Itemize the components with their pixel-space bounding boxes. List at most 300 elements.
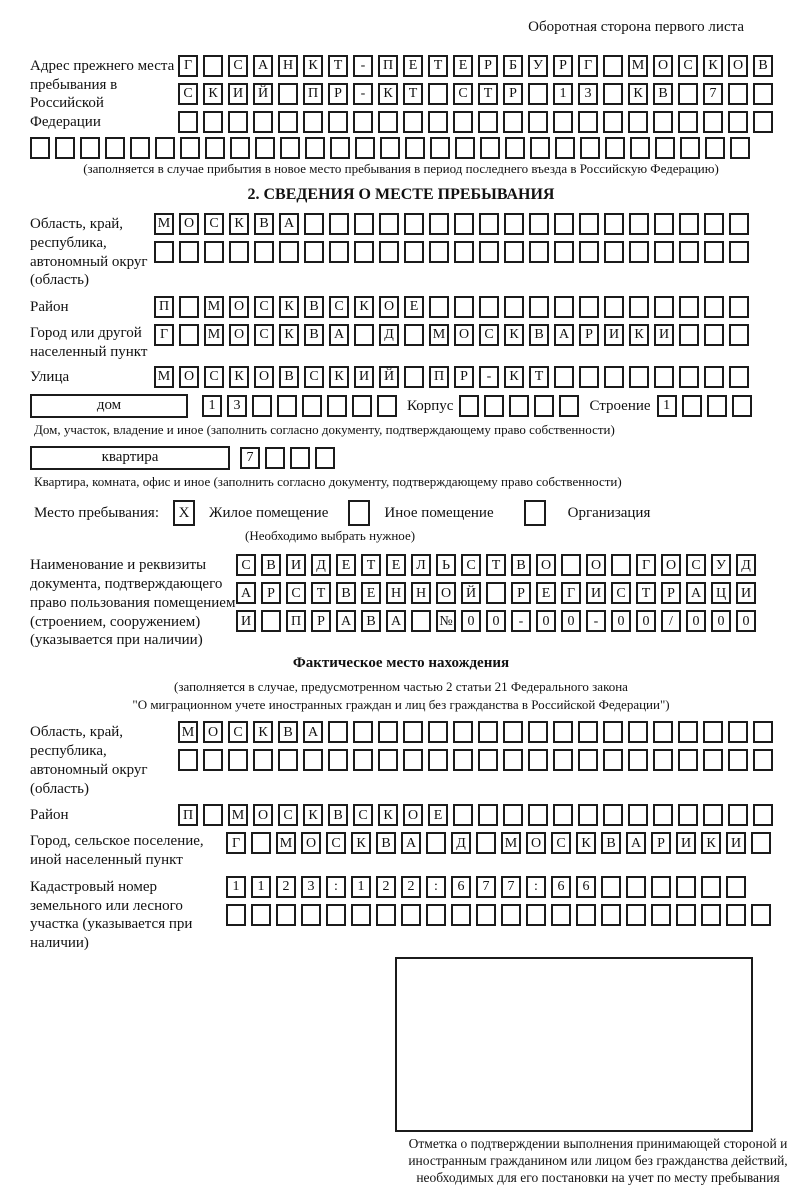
- char-box: М: [228, 804, 248, 826]
- char-box: С: [686, 554, 706, 576]
- char-box: [503, 721, 523, 743]
- apartment-number-cells: [240, 447, 335, 469]
- char-box: -: [479, 366, 499, 388]
- char-box: [328, 721, 348, 743]
- char-box: [528, 804, 548, 826]
- char-box: К: [329, 366, 349, 388]
- char-box: Т: [636, 582, 656, 604]
- char-box: [601, 904, 621, 926]
- char-box: [655, 137, 675, 159]
- char-box: И: [586, 582, 606, 604]
- char-box: А: [329, 324, 349, 346]
- char-box: [353, 749, 373, 771]
- char-box: В: [279, 366, 299, 388]
- char-box: [678, 749, 698, 771]
- char-box: М: [204, 324, 224, 346]
- char-box: 1: [351, 876, 371, 898]
- char-box: [203, 55, 223, 77]
- char-box: [179, 241, 199, 263]
- fact-district-row: [178, 804, 773, 826]
- char-box: [651, 876, 671, 898]
- checkbox-other-premises: [348, 500, 370, 526]
- char-box: [554, 241, 574, 263]
- char-box: И: [676, 832, 696, 854]
- char-box: Б: [503, 55, 523, 77]
- char-box: [479, 213, 499, 235]
- cadastral-block: [30, 876, 772, 953]
- char-box: [753, 721, 773, 743]
- section2-title: 2. СВЕДЕНИЯ О МЕСТЕ ПРЕБЫВАНИЯ: [247, 186, 555, 203]
- char-box: [379, 241, 399, 263]
- char-box: Г: [178, 55, 198, 77]
- cadastral-row-1: [226, 876, 771, 898]
- char-box: С: [204, 366, 224, 388]
- char-box: [155, 137, 175, 159]
- char-box: 0: [536, 610, 556, 632]
- char-box: [251, 904, 271, 926]
- char-box: 3: [227, 395, 247, 417]
- char-box: [401, 904, 421, 926]
- char-box: А: [236, 582, 256, 604]
- char-box: А: [401, 832, 421, 854]
- char-box: М: [276, 832, 296, 854]
- char-box: [261, 610, 281, 632]
- char-box: [304, 213, 324, 235]
- char-box: [604, 296, 624, 318]
- char-box: [704, 241, 724, 263]
- char-box: И: [228, 83, 248, 105]
- char-box: А: [303, 721, 323, 743]
- option-organization-label: Организация: [567, 504, 651, 521]
- char-box: [679, 324, 699, 346]
- house-row: [30, 394, 772, 418]
- char-box: У: [711, 554, 731, 576]
- char-box: 0: [711, 610, 731, 632]
- char-box: [203, 749, 223, 771]
- char-box: [252, 395, 272, 417]
- char-box: О: [179, 366, 199, 388]
- char-box: 3: [578, 83, 598, 105]
- char-box: [528, 749, 548, 771]
- char-box: 0: [736, 610, 756, 632]
- char-box: [653, 749, 673, 771]
- char-box: Е: [453, 55, 473, 77]
- char-box: [561, 554, 581, 576]
- char-box: [179, 296, 199, 318]
- char-box: [30, 137, 50, 159]
- char-box: [379, 213, 399, 235]
- char-box: [729, 366, 749, 388]
- char-box: А: [686, 582, 706, 604]
- char-box: В: [653, 83, 673, 105]
- char-box: К: [504, 324, 524, 346]
- char-box: [226, 904, 246, 926]
- char-box: [559, 395, 579, 417]
- char-box: [679, 366, 699, 388]
- char-box: Е: [428, 804, 448, 826]
- char-box: С: [304, 366, 324, 388]
- char-box: [678, 111, 698, 133]
- region-block: [30, 213, 772, 290]
- char-box: [180, 137, 200, 159]
- char-box: [179, 324, 199, 346]
- char-box: О: [301, 832, 321, 854]
- char-box: 1: [226, 876, 246, 898]
- page-side-note: Оборотная сторона первого листа: [528, 19, 744, 35]
- char-box: О: [203, 721, 223, 743]
- char-box: 2: [376, 876, 396, 898]
- char-box: [676, 876, 696, 898]
- char-box: О: [586, 554, 606, 576]
- char-box: [277, 395, 297, 417]
- char-box: [603, 749, 623, 771]
- city-row: [154, 324, 749, 346]
- char-box: [705, 137, 725, 159]
- char-box: [253, 111, 273, 133]
- char-box: [578, 749, 598, 771]
- char-box: [352, 395, 372, 417]
- char-box: /: [661, 610, 681, 632]
- char-box: [682, 395, 702, 417]
- char-box: -: [353, 83, 373, 105]
- char-box: Г: [561, 582, 581, 604]
- char-box: [203, 111, 223, 133]
- char-box: И: [236, 610, 256, 632]
- char-box: [726, 904, 746, 926]
- char-box: [426, 904, 446, 926]
- char-box: О: [179, 213, 199, 235]
- char-box: [501, 904, 521, 926]
- char-box: Т: [403, 83, 423, 105]
- char-box: [576, 904, 596, 926]
- char-box: В: [529, 324, 549, 346]
- char-box: Й: [253, 83, 273, 105]
- char-box: [476, 832, 496, 854]
- char-box: В: [254, 213, 274, 235]
- prev-address-row-3: [178, 111, 773, 133]
- char-box: [354, 324, 374, 346]
- char-box: К: [378, 804, 398, 826]
- char-box: Д: [379, 324, 399, 346]
- char-box: [753, 804, 773, 826]
- char-box: В: [511, 554, 531, 576]
- char-box: [377, 395, 397, 417]
- char-box: [405, 137, 425, 159]
- char-box: [603, 804, 623, 826]
- char-box: В: [753, 55, 773, 77]
- char-box: [704, 366, 724, 388]
- char-box: [351, 904, 371, 926]
- char-box: [205, 137, 225, 159]
- char-box: [553, 721, 573, 743]
- char-box: [728, 721, 748, 743]
- char-box: [403, 749, 423, 771]
- char-box: [753, 111, 773, 133]
- char-box: Т: [328, 55, 348, 77]
- char-box: К: [628, 83, 648, 105]
- char-box: [55, 137, 75, 159]
- char-box: [453, 804, 473, 826]
- char-box: С: [329, 296, 349, 318]
- char-box: [651, 904, 671, 926]
- char-box: [265, 447, 285, 469]
- char-box: 0: [486, 610, 506, 632]
- fact-city-block: [30, 830, 772, 870]
- char-box: [154, 241, 174, 263]
- char-box: Д: [736, 554, 756, 576]
- char-box: К: [351, 832, 371, 854]
- char-box: [751, 904, 771, 926]
- char-box: Р: [311, 610, 331, 632]
- char-box: 1: [202, 395, 222, 417]
- char-box: 7: [703, 83, 723, 105]
- char-box: [654, 213, 674, 235]
- char-box: О: [254, 366, 274, 388]
- char-box: Р: [579, 324, 599, 346]
- char-box: В: [361, 610, 381, 632]
- char-box: К: [703, 55, 723, 77]
- char-box: [478, 721, 498, 743]
- char-box: [679, 296, 699, 318]
- char-box: Р: [651, 832, 671, 854]
- char-box: [354, 213, 374, 235]
- char-box: [753, 749, 773, 771]
- stay-place-row: [34, 500, 772, 526]
- char-box: [478, 111, 498, 133]
- char-box: [530, 137, 550, 159]
- house-number-cells: [202, 395, 397, 417]
- char-box: К: [504, 366, 524, 388]
- char-box: С: [178, 83, 198, 105]
- doc-row-1: [236, 554, 756, 576]
- char-box: [411, 610, 431, 632]
- char-box: [630, 137, 650, 159]
- char-box: [578, 804, 598, 826]
- char-box: [453, 721, 473, 743]
- char-box: [204, 241, 224, 263]
- char-box: [676, 904, 696, 926]
- char-box: [678, 83, 698, 105]
- char-box: [626, 876, 646, 898]
- char-box: Е: [386, 554, 406, 576]
- char-box: [728, 804, 748, 826]
- char-box: [251, 832, 271, 854]
- char-box: [529, 213, 549, 235]
- char-box: [554, 213, 574, 235]
- char-box: К: [378, 83, 398, 105]
- char-box: Т: [529, 366, 549, 388]
- doc-row-2: [236, 582, 756, 604]
- char-box: [480, 137, 500, 159]
- char-box: [526, 904, 546, 926]
- char-box: [654, 366, 674, 388]
- char-box: С: [254, 296, 274, 318]
- char-box: Р: [478, 55, 498, 77]
- char-box: [429, 213, 449, 235]
- char-box: А: [279, 213, 299, 235]
- char-box: А: [336, 610, 356, 632]
- char-box: П: [178, 804, 198, 826]
- char-box: [326, 904, 346, 926]
- char-box: [678, 721, 698, 743]
- char-box: П: [429, 366, 449, 388]
- char-box: Р: [553, 55, 573, 77]
- char-box: [428, 111, 448, 133]
- char-box: Й: [461, 582, 481, 604]
- char-box: [553, 111, 573, 133]
- region-label: Область, край, республика, автономный округ (область): [30, 216, 148, 289]
- char-box: [302, 395, 322, 417]
- char-box: 2: [401, 876, 421, 898]
- char-box: [555, 137, 575, 159]
- char-box: [729, 324, 749, 346]
- option-other-premises-label: Иное помещение: [384, 504, 494, 521]
- char-box: [704, 324, 724, 346]
- char-box: Т: [486, 554, 506, 576]
- char-box: И: [736, 582, 756, 604]
- char-box: О: [661, 554, 681, 576]
- char-box: 7: [501, 876, 521, 898]
- district-label: Район: [30, 299, 69, 315]
- char-box: [703, 749, 723, 771]
- char-box: П: [286, 610, 306, 632]
- char-box: В: [601, 832, 621, 854]
- char-box: А: [554, 324, 574, 346]
- char-box: [653, 721, 673, 743]
- char-box: [301, 904, 321, 926]
- char-box: В: [376, 832, 396, 854]
- char-box: О: [253, 804, 273, 826]
- char-box: [629, 366, 649, 388]
- char-box: Т: [311, 582, 331, 604]
- char-box: К: [229, 366, 249, 388]
- fact-district-block: [30, 804, 772, 826]
- char-box: [628, 111, 648, 133]
- char-box: [355, 137, 375, 159]
- char-box: [554, 366, 574, 388]
- char-box: Р: [454, 366, 474, 388]
- stay-place-label: Место пребывания:: [34, 504, 159, 521]
- char-box: [354, 241, 374, 263]
- char-box: Л: [411, 554, 431, 576]
- char-box: [679, 213, 699, 235]
- char-box: 6: [451, 876, 471, 898]
- char-box: [315, 447, 335, 469]
- char-box: [603, 721, 623, 743]
- char-box: [628, 721, 648, 743]
- region-row-2: [154, 241, 749, 263]
- char-box: [453, 749, 473, 771]
- prev-address-row-1: [178, 55, 773, 77]
- char-box: К: [701, 832, 721, 854]
- char-box: В: [336, 582, 356, 604]
- char-box: 7: [476, 876, 496, 898]
- city-label: Город или другой населенный пункт: [30, 325, 148, 360]
- char-box: С: [678, 55, 698, 77]
- fact-city-row: [226, 832, 771, 854]
- street-label: Улица: [30, 368, 70, 385]
- char-box: С: [461, 554, 481, 576]
- char-box: В: [328, 804, 348, 826]
- char-box: [453, 111, 473, 133]
- char-box: Ц: [711, 582, 731, 604]
- char-box: [276, 904, 296, 926]
- char-box: [504, 213, 524, 235]
- char-box: [653, 804, 673, 826]
- char-box: [503, 804, 523, 826]
- option-residential-label: Жилое помещение: [209, 504, 329, 521]
- char-box: [553, 804, 573, 826]
- char-box: И: [726, 832, 746, 854]
- char-box: М: [628, 55, 648, 77]
- char-box: О: [403, 804, 423, 826]
- char-box: К: [629, 324, 649, 346]
- char-box: [279, 241, 299, 263]
- char-box: [528, 721, 548, 743]
- char-box: [578, 111, 598, 133]
- actual-location-caption-1: (заполняется в случае, предусмотренном частью 2 статьи 21 Федерального закона: [174, 678, 628, 694]
- char-box: С: [326, 832, 346, 854]
- doc-label: Наименование и реквизиты документа, подтверждающего право пользования помещением (строением, сооружением) (указывается при наличии): [30, 557, 236, 649]
- char-box: [486, 582, 506, 604]
- district-row: [154, 296, 749, 318]
- char-box: 0: [561, 610, 581, 632]
- char-box: [728, 111, 748, 133]
- char-box: [753, 83, 773, 105]
- char-box: [629, 296, 649, 318]
- char-box: 6: [576, 876, 596, 898]
- char-box: -: [353, 55, 373, 77]
- fact-city-label: Город, сельское поселение, иной населенный пункт: [30, 833, 204, 868]
- char-box: 2: [276, 876, 296, 898]
- char-box: [105, 137, 125, 159]
- char-box: [628, 749, 648, 771]
- char-box: О: [379, 296, 399, 318]
- char-box: С: [353, 804, 373, 826]
- checkbox-organization: [524, 500, 546, 526]
- char-box: [459, 395, 479, 417]
- char-box: О: [526, 832, 546, 854]
- char-box: В: [304, 324, 324, 346]
- char-box: Г: [636, 554, 656, 576]
- char-box: М: [204, 296, 224, 318]
- char-box: [528, 83, 548, 105]
- char-box: [328, 111, 348, 133]
- char-box: С: [236, 554, 256, 576]
- char-box: [578, 721, 598, 743]
- char-box: И: [286, 554, 306, 576]
- char-box: Е: [361, 582, 381, 604]
- char-box: [479, 296, 499, 318]
- prev-address-row-2: [178, 83, 773, 105]
- char-box: [327, 395, 347, 417]
- char-box: Р: [503, 83, 523, 105]
- prev-address-block: [30, 55, 772, 133]
- char-box: М: [178, 721, 198, 743]
- char-box: С: [286, 582, 306, 604]
- char-box: Т: [428, 55, 448, 77]
- char-box: [503, 749, 523, 771]
- actual-location-title: Фактическое место нахождения: [292, 655, 510, 671]
- char-box: -: [586, 610, 606, 632]
- char-box: [553, 749, 573, 771]
- char-box: Н: [278, 55, 298, 77]
- char-box: С: [254, 324, 274, 346]
- char-box: К: [354, 296, 374, 318]
- confirmation-stamp-box: [395, 957, 753, 1132]
- char-box: [229, 241, 249, 263]
- char-box: Д: [451, 832, 471, 854]
